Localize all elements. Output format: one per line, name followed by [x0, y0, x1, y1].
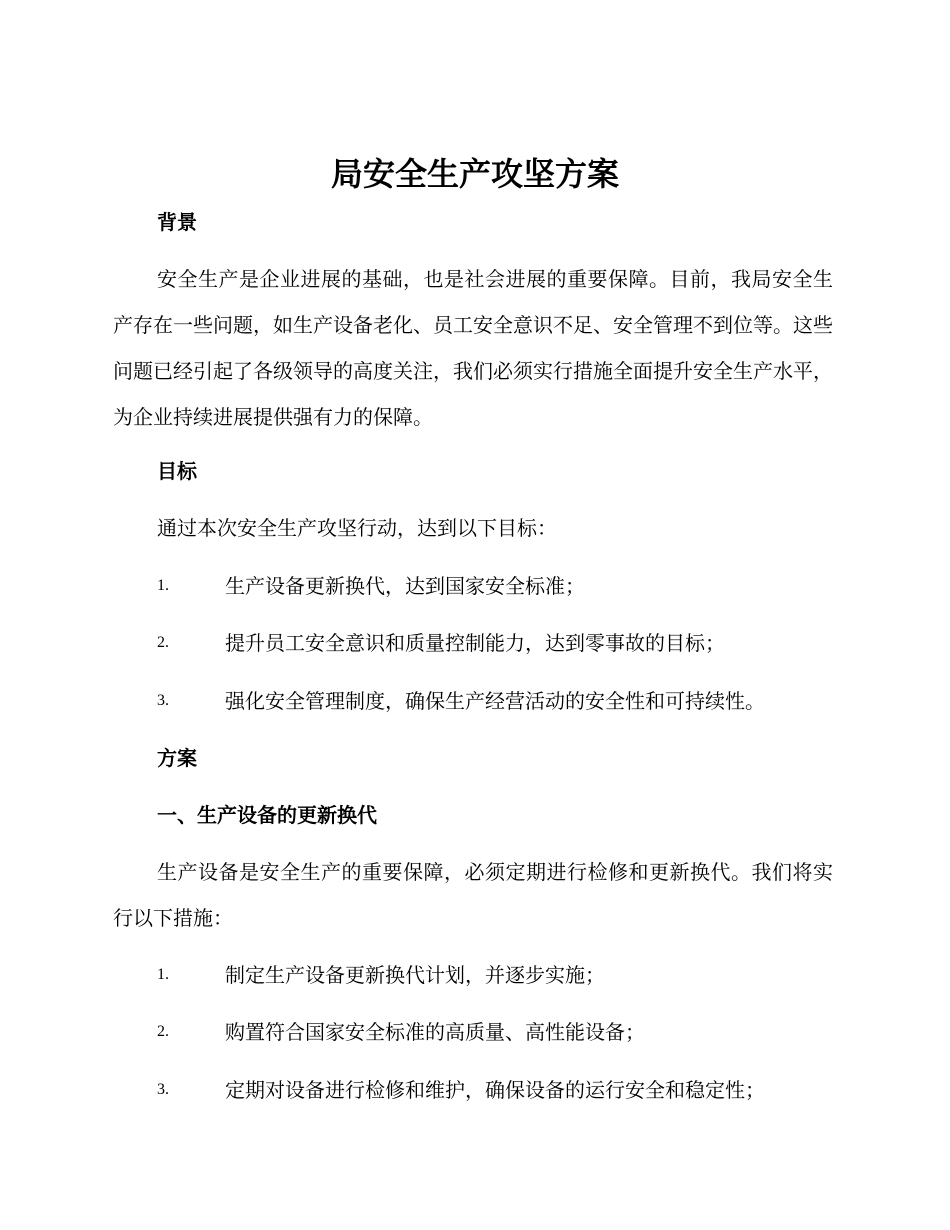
list-item-text: 提升员工安全意识和质量控制能力，达到零事故的目标；: [225, 631, 725, 655]
list-number: 1.: [157, 966, 169, 983]
list-item-text: 生产设备更新换代，达到国家安全标准；: [225, 574, 585, 598]
document-title: 局安全生产攻坚方案: [330, 155, 619, 193]
list-number: 2.: [157, 634, 169, 651]
list-number: 2.: [157, 1023, 169, 1040]
background-paragraph: 安全生产是企业进展的基础，也是社会进展的重要保障。目前，我局安全生产存在一些问题，如生产设备老化、员工安全意识不足、安全管理不到位等。这些问题已经引起了各级领导的高度关注，我们必须实行措施全面提升安全生产水平，为企业持续进展提供强有力的保障。: [113, 267, 833, 429]
list-item-text: 购置符合国家安全标准的高质量、高性能设备；: [225, 1020, 645, 1044]
list-number: 3.: [157, 692, 169, 709]
plan-subheading: 一、生产设备的更新换代: [157, 803, 377, 827]
goal-intro: 通过本次安全生产攻坚行动，达到以下目标：: [157, 516, 557, 540]
plan-paragraph: 生产设备是安全生产的重要保障，必须定期进行检修和更新换代。我们将实行以下措施：: [113, 860, 833, 930]
list-item-text: 制定生产设备更新换代计划，并逐步实施；: [225, 963, 605, 987]
section-heading-background: 背景: [157, 210, 197, 234]
section-heading-goal: 目标: [157, 459, 197, 483]
list-item-text: 强化安全管理制度，确保生产经营活动的安全性和可持续性。: [225, 689, 765, 713]
list-number: 1.: [157, 577, 169, 594]
section-heading-plan: 方案: [157, 746, 197, 770]
list-number: 3.: [157, 1081, 169, 1098]
list-item-text: 定期对设备进行检修和维护，确保设备的运行安全和稳定性；: [225, 1078, 765, 1102]
